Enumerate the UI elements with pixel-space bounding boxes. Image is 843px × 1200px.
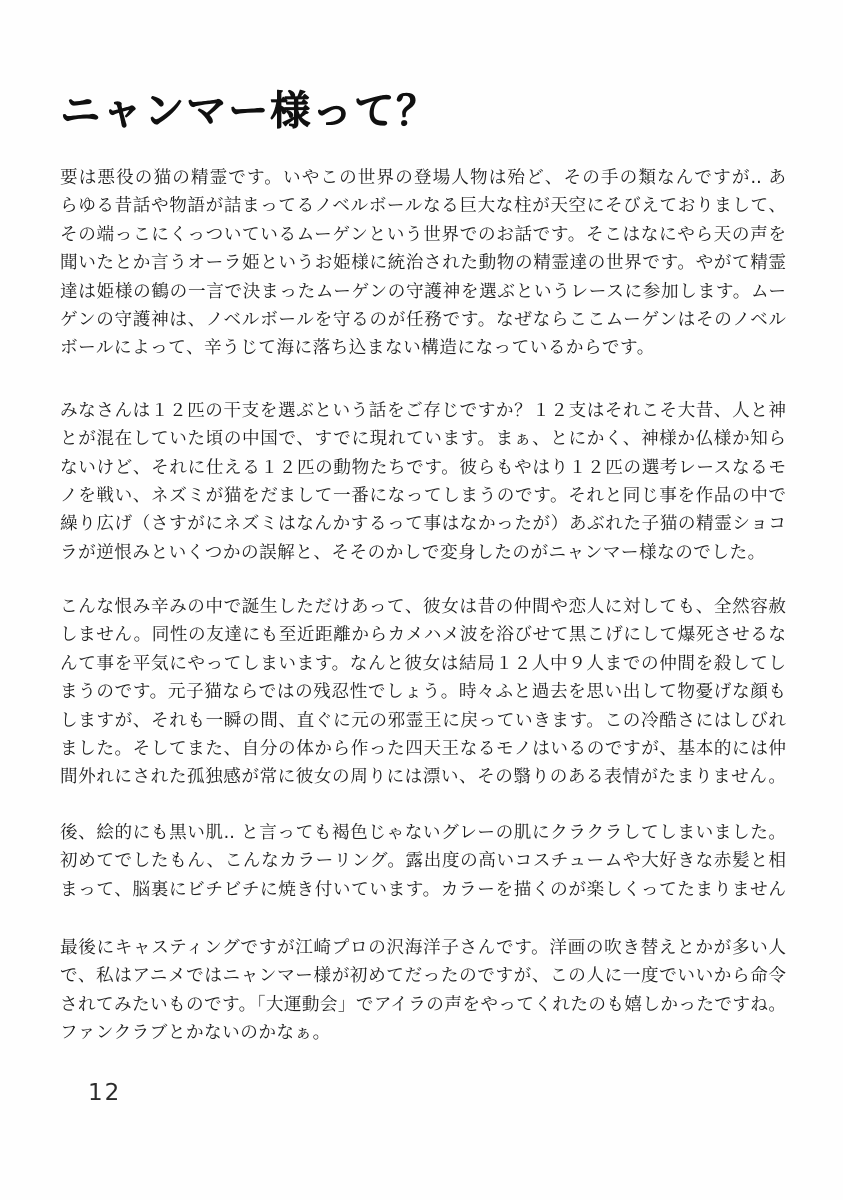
text-line: 聞いたとか言うオーラ姫というお姫様に統治された動物の精霊達の世界です。やがて精霊 bbox=[60, 253, 786, 274]
text-line: 初めてでしたもん、こんなカラーリング。露出度の高いコスチュームや大好きな赤髪と相 bbox=[60, 851, 786, 872]
text-line: ないけど、それに仕える１２匹の動物たちです。彼らもやはり１２匹の選考レースなるモ bbox=[60, 457, 786, 478]
text-line: 後、絵的にも黒い肌.. と言っても褐色じゃないグレーの肌にクラクラしてしまいました。 bbox=[60, 822, 786, 843]
text-line: 間外れにされた孤独感が常に彼女の周りには漂い、その翳りのある表情がたまりません。 bbox=[60, 767, 786, 788]
text-line: こんな恨み辛みの中で誕生しただけあって、彼女は昔の仲間や恋人に対しても、全然容赦 bbox=[60, 597, 786, 618]
text-line: しません。同性の友達にも至近距離からカメハメ波を浴びせて黒こげにして爆死させるな bbox=[60, 625, 786, 646]
text-line: 要は悪役の猫の精霊です。いやこの世界の登場人物は殆ど、その手の類なんですが.. あ bbox=[60, 168, 786, 188]
page-content bbox=[60, 86, 786, 1048]
text-line: 最後にキャスティングですが江崎プロの沢海洋子さんです。洋画の吹き替えとかが多い人 bbox=[60, 937, 786, 958]
text-line: みなさんは１２匹の干支を選ぶという話をご存じですか？１２支はそれこそ大昔、人と神 bbox=[60, 400, 786, 421]
text-line: 繰り広げ（さすがにネズミはなんかするって事はなかったが）あぶれた子猫の精霊ショコ bbox=[60, 514, 786, 535]
text-line: されてみたいものです。「大運動会」でアイラの声をやってくれたのも嬉しかったですね。 bbox=[60, 994, 786, 1015]
text-line: ファンクラブとかないのかなぁ。 bbox=[60, 1023, 331, 1044]
text-line: その端っこにくっついているムーゲンという世界でのお話です。そこはなにやら天の声を bbox=[60, 224, 786, 245]
text-line: ラが逆恨みといくつかの誤解と、そそのかしで変身したのがニャンマー様なのでした。 bbox=[60, 542, 766, 563]
text-line: まって、脳裏にビチビチに焼き付いています。カラーを描くのが楽しくってたまりません bbox=[60, 879, 786, 900]
text-line: ゲンの守護神は、ノベルボールを守るのが任務です。なぜならここムーゲンはそのノベル bbox=[60, 309, 786, 330]
paragraph-design bbox=[60, 819, 786, 904]
paragraph-casting bbox=[60, 934, 786, 1048]
text-line: 達は姫様の鶴の一言で決まったムーゲンの守護神を選ぶというレースに参加します。ムー bbox=[60, 281, 786, 302]
text-line: んて事を平気にやってしまいます。なんと彼女は結局１２人中９人までの仲間を殺してし bbox=[60, 653, 786, 674]
text-line: ボールによって、辛うじて海に落ち込まない構造になっているからです。 bbox=[60, 338, 655, 359]
text-line: ました。そしてまた、自分の体から作った四天王なるモノはいるのですが、基本的には仲 bbox=[60, 739, 786, 760]
paragraph-intro bbox=[60, 164, 786, 363]
page-number: 12 bbox=[88, 1080, 122, 1106]
text-line: とが混在していた頃の中国で、すでに現れています。まぁ、とにかく、神様か仏様か知ら bbox=[60, 429, 786, 450]
text-line: ノを戦い、ネズミが猫をだまして一番になってしまうのです。それと同じ事を作品の中で bbox=[60, 485, 786, 506]
text-line: まうのです。元子猫ならではの残忍性でしょう。時々ふと過去を思い出して物憂げな顔も bbox=[60, 682, 786, 703]
text-line: で、私はアニメではニャンマー様が初めてだったのですが、この人に一度でいいから命令 bbox=[60, 966, 786, 987]
page-title: ニャンマー様って？ bbox=[60, 88, 438, 134]
paragraph-zodiac bbox=[60, 397, 786, 567]
text-line: らゆる昔話や物語が詰まってるノベルボールなる巨大な柱が天空にそびえておりまして、 bbox=[60, 196, 786, 217]
text-line: しますが、それも一瞬の間、直ぐに元の邪霊王に戻っていきます。この冷酷さにはしびれ bbox=[60, 710, 786, 731]
paragraph-character bbox=[60, 593, 786, 792]
